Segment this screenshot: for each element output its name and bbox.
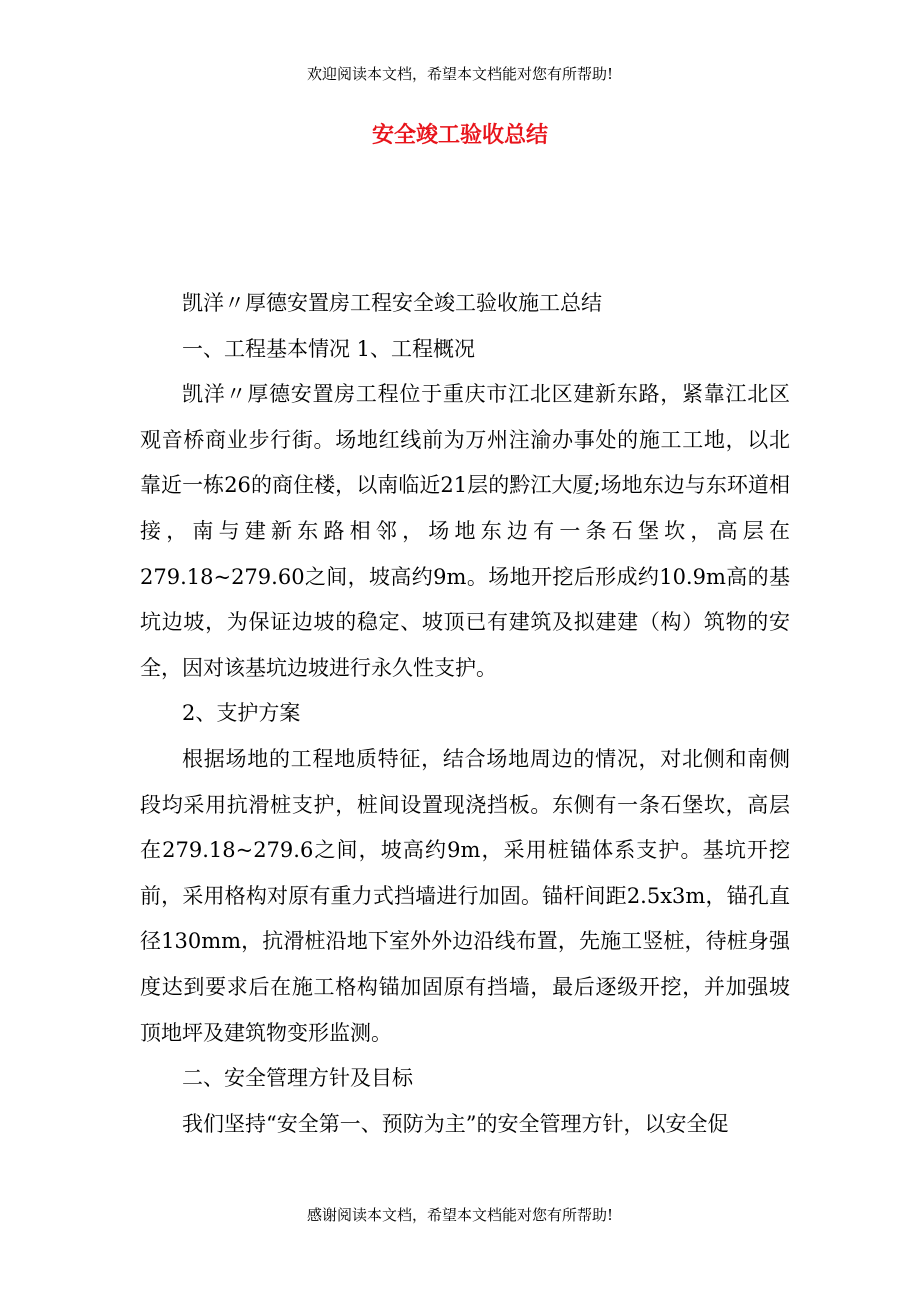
section-heading-support-plan: 2、支护方案 — [182, 701, 301, 726]
paragraph-project-overview: 凯洋〃厚德安置房工程位于重庆市江北区建新东路，紧靠江北区观音桥商业步行街。场地红线前为万州注渝办事处的施工工地，以北靠近一栋26的商住楼，以南临近21层的黔江大厦;场地东边与东环道相接，南与建新东路相邻，场地东边有一条石堡坎，高层在279.18~279.60之间，坡高约9m。场地开挖后形成约10.9m高的基坑边坡，为保证边坡的稳定、坡顶已有建筑及拟建建（构）筑物的安全，因对该基坑边坡进行永久性支护。 — [140, 382, 790, 680]
footer-note: 感谢阅读本文档，希望本文档能对您有所帮助! — [306, 1206, 614, 1224]
document-title: 安全竣工验收总结 — [371, 122, 548, 148]
document-body — [140, 281, 790, 1147]
section-heading-safety-policy: 二、安全管理方针及目标 — [182, 1066, 413, 1091]
header-note: 欢迎阅读本文档，希望本文档能对您有所帮助! — [306, 65, 614, 83]
paragraph-safety-policy: 我们坚持“安全第一、预防为主”的安全管理方针，以安全促 — [182, 1111, 729, 1136]
section-heading-project-overview: 一、工程基本情况 1、工程概况 — [182, 336, 476, 361]
paragraph-subtitle: 凯洋〃厚德安置房工程安全竣工验收施工总结 — [182, 291, 602, 315]
paragraph-support-plan: 根据场地的工程地质特征，结合场地周边的情况，对北侧和南侧段均采用抗滑桩支护，桩间设置现浇挡板。东侧有一条石堡坎，高层在279.18~279.6之间，坡高约9m，采用桩锚体系支护。基坑开挖前，采用格构对原有重力式挡墙进行加固。锚杆间距2.5x3m，锚孔直径130mm，抗滑桩沿地下室外外边沿线布置，先施工竖桩，待桩身强度达到要求后在施工格构锚加固原有挡墙，最后逐级开挖，并加强坡顶地坪及建筑物变形监测。 — [140, 746, 790, 1045]
